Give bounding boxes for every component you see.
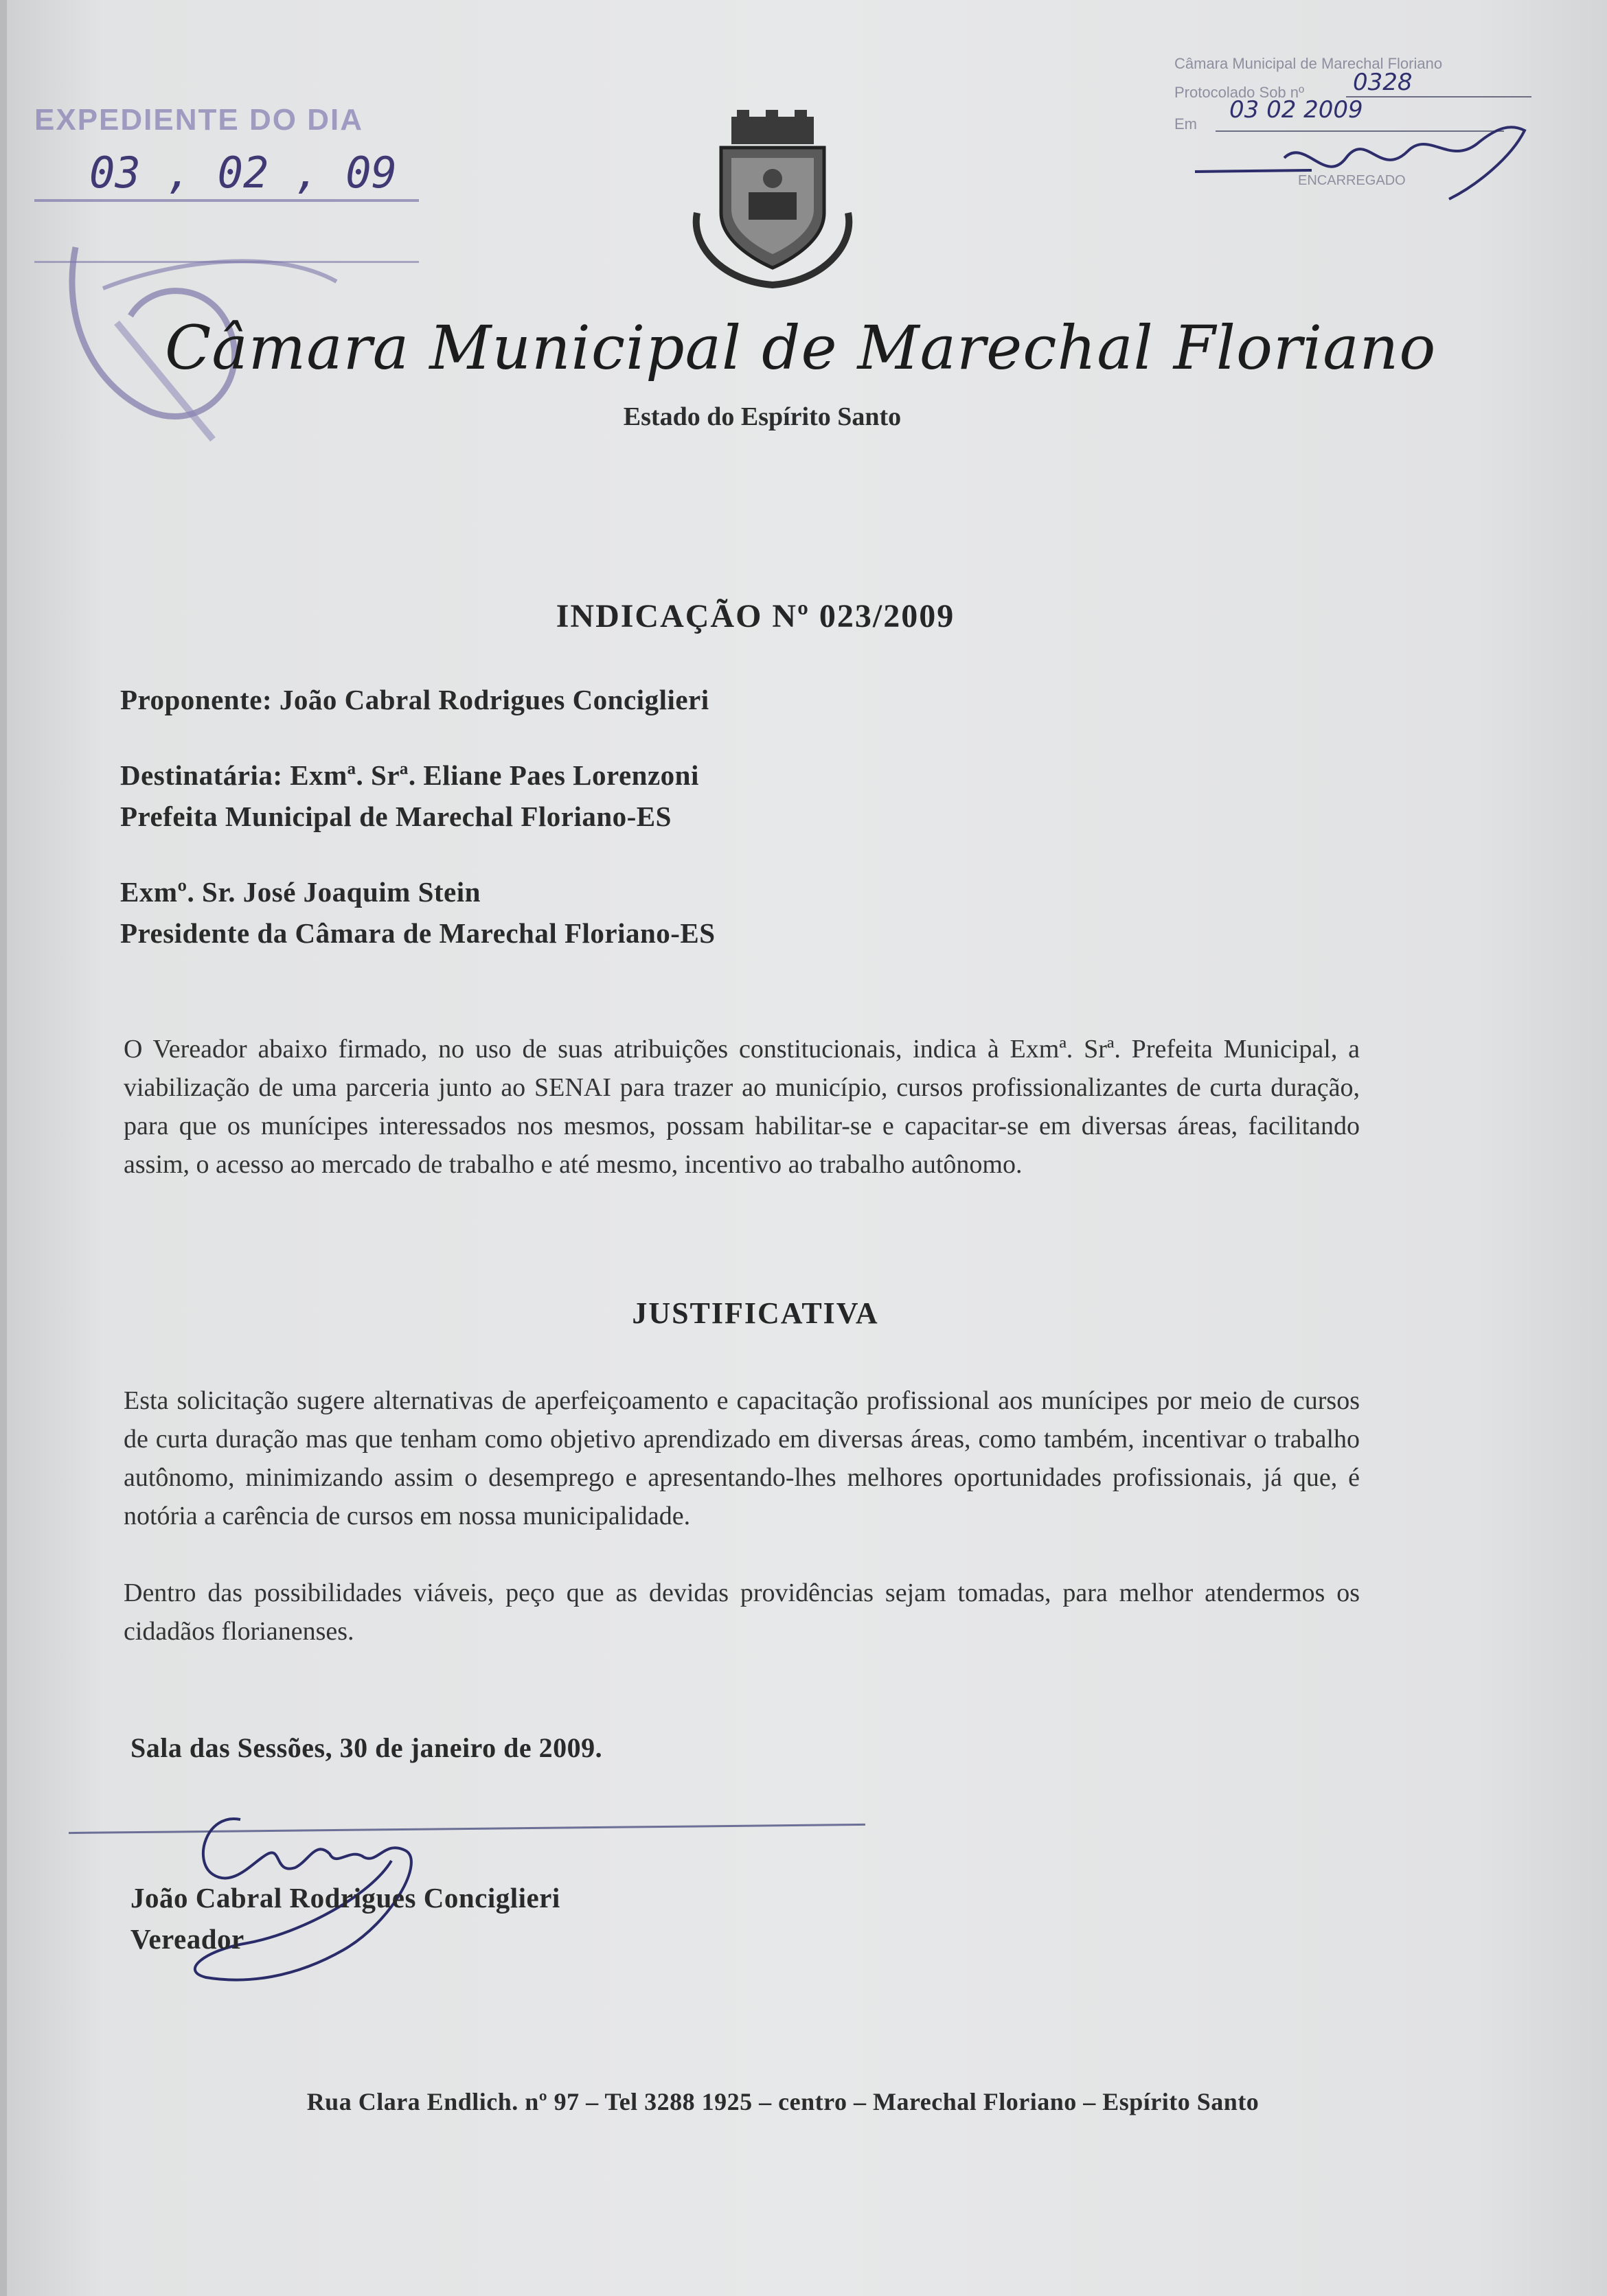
expediente-stamp-date: 03 , 02 , 09 bbox=[89, 148, 397, 198]
signer-role: Vereador bbox=[130, 1923, 244, 1955]
destinataria-line: Destinatária: Exmª. Srª. Eliane Paes Lorenzoni bbox=[120, 759, 699, 791]
justificativa-paragraph-2: Dentro das possibilidades viáveis, peço que as devidas providências sejam tomadas, para melhor atendermos os cidadãos florianenses. bbox=[124, 1578, 1360, 1646]
protocol-date-label: Em bbox=[1174, 115, 1197, 133]
expediente-stamp-title: EXPEDIENTE DO DIA bbox=[34, 103, 363, 137]
protocol-stamp-label: Protocolado Sob nº bbox=[1174, 84, 1305, 101]
footer-address: Rua Clara Endlich. nº 97 – Tel 3288 1925 – centro – Marechal Floriano – Espírito Santo bbox=[306, 2088, 1260, 2115]
coat-of-arms-icon bbox=[683, 110, 862, 295]
institution-title: Câmara Municipal de Marechal Floriano bbox=[165, 312, 1437, 383]
proponente-line: Proponente: João Cabral Rodrigues Conciglieri bbox=[120, 684, 709, 715]
justificativa-paragraph: Esta solicitação sugere alternativas de aperfeiçoamento e capacitação profissional aos munícipes por meio de cursos de curta duração mas que tenham como objetivo aprendizado em diversas áreas, como também, incentivar o trabalho autônomo, minimizando assim o desemprego e apresentando-lhes melhores oportunidades profissionais, já que, é notória a carência de cursos em nossa municipalidade. bbox=[124, 1386, 1360, 1530]
scan-edge bbox=[0, 0, 7, 2296]
protocol-underline bbox=[1346, 96, 1531, 97]
protocol-encarregado: ENCARREGADO bbox=[1298, 173, 1406, 188]
protocol-signature-icon bbox=[1188, 117, 1545, 220]
protocol-number: 0328 bbox=[1353, 69, 1413, 96]
protocol-stamp-line1: Câmara Municipal de Marechal Floriano bbox=[1174, 55, 1443, 72]
protocol-date: 03 02 2009 bbox=[1229, 96, 1363, 124]
stamp-rule bbox=[34, 199, 419, 202]
justificativa-heading: JUSTIFICATIVA bbox=[632, 1296, 879, 1330]
document-heading: INDICAÇÃO Nº 023/2009 bbox=[556, 598, 955, 634]
signer-name: João Cabral Rodrigues Conciglieri bbox=[130, 1882, 560, 1914]
body-paragraph: O Vereador abaixo firmado, no uso de suas atribuições constitucionais, indica à Exmª. Srª. Prefeita Municipal, a viabilização de uma parceria junto ao SENAI para trazer ao município, cursos profissionalizantes de curta duração, para que os munícipes interessados nos mesmos, possam habilitar-se e capacitar-se em diversas áreas, facilitando assim, o acesso ao mercado de trabalho e até mesmo, incentivo ao trabalho autônomo. bbox=[124, 1035, 1360, 1179]
copia-line: Exmº. Sr. José Joaquim Stein bbox=[120, 876, 481, 908]
copia-cargo: Presidente da Câmara de Marechal Floriano-ES bbox=[120, 917, 716, 949]
document-page bbox=[7, 0, 1607, 2296]
sala-das-sessoes: Sala das Sessões, 30 de janeiro de 2009. bbox=[130, 1732, 603, 1763]
institution-subtitle: Estado do Espírito Santo bbox=[623, 402, 902, 431]
destinataria-cargo: Prefeita Municipal de Marechal Floriano-ES bbox=[120, 801, 672, 832]
